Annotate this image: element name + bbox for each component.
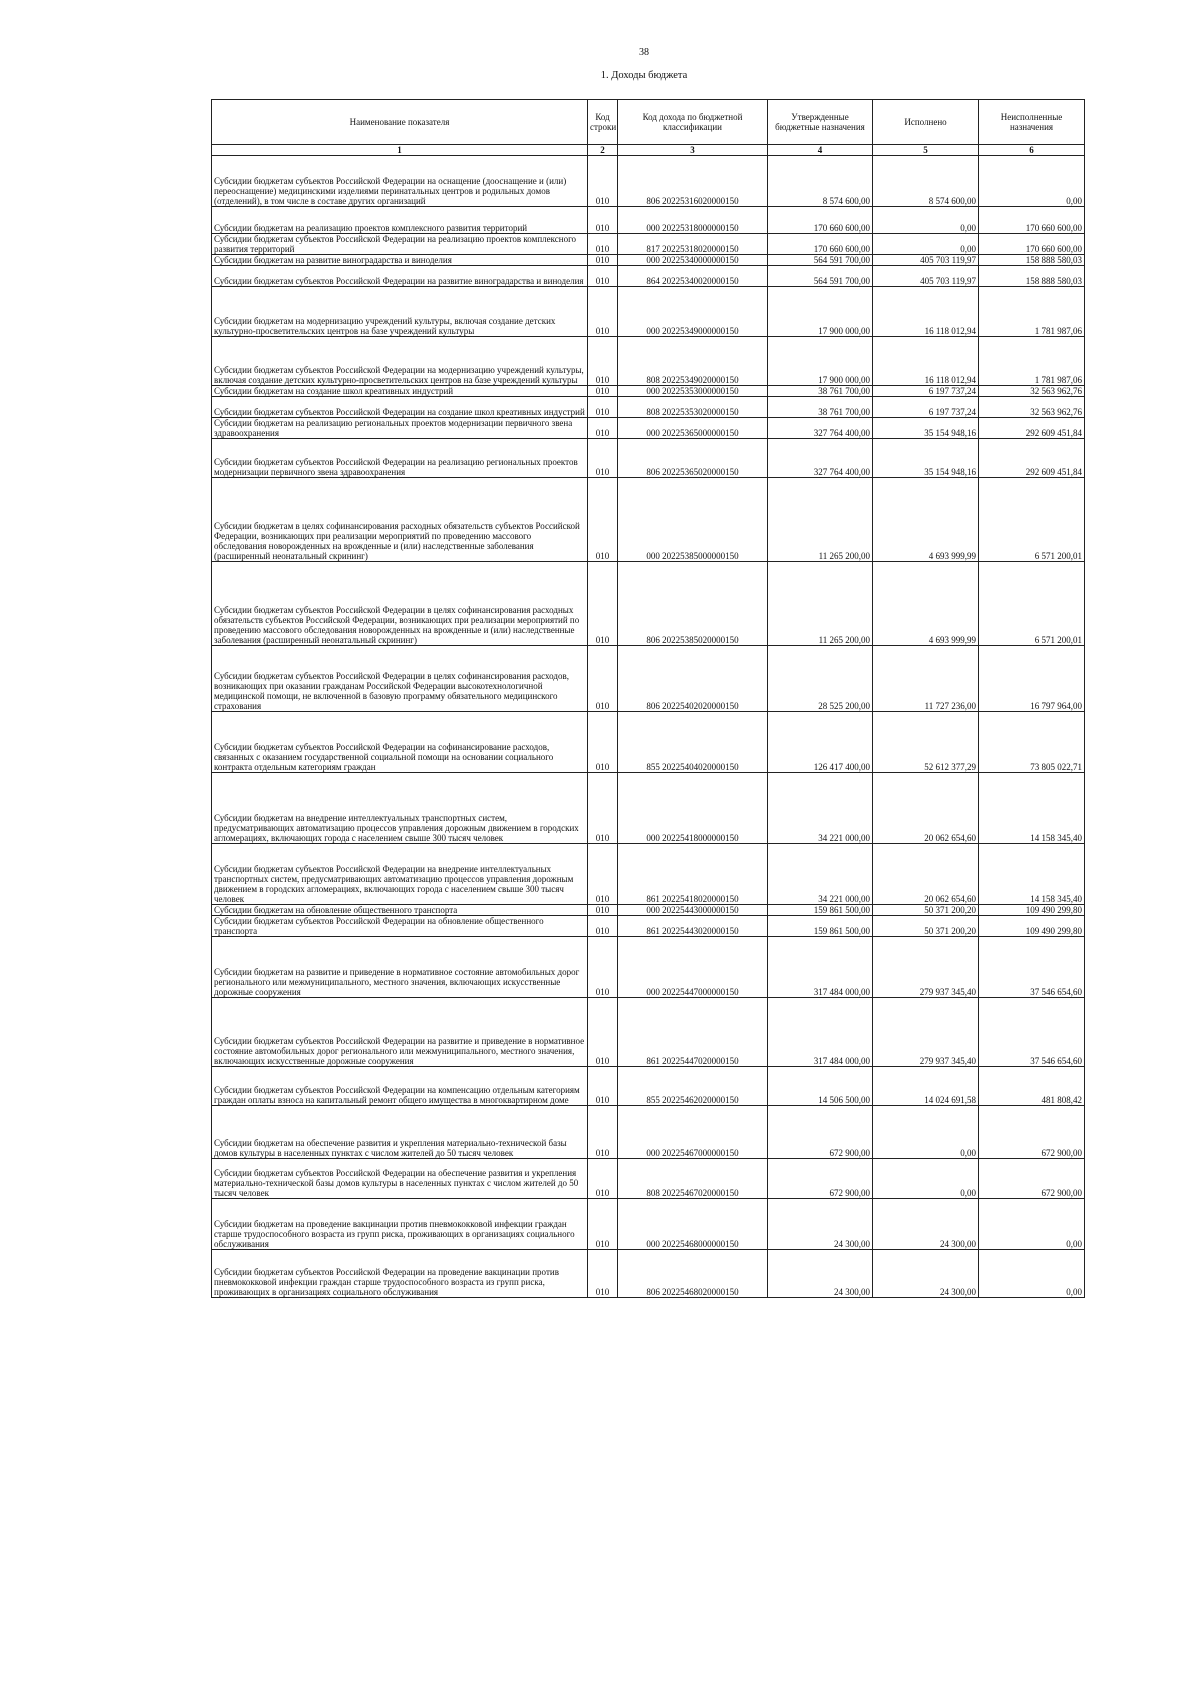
row-name: Субсидии бюджетам на обеспечение развития и укрепления материально-технической базы домов культуры в населенных пунктах с числом жителей до 50 тысяч человек xyxy=(212,1106,588,1159)
row-executed: 24 300,00 xyxy=(873,1199,979,1250)
table-row xyxy=(212,386,1085,397)
column-number-row xyxy=(212,145,1085,156)
row-name: Субсидии бюджетам субъектов Российской Федерации на развитие виноградарства и виноделия xyxy=(212,266,588,287)
row-executed: 35 154 948,16 xyxy=(873,439,979,478)
row-name: Субсидии бюджетам субъектов Российской Федерации на оснащение (дооснащение и (или) переоснащение) медицинскими изделиями перинатальных центров и родильных домов (отделений), в том числе в составе других организаций xyxy=(212,156,588,207)
row-name: Субсидии бюджетам субъектов Российской Федерации на реализацию региональных проектов модернизации первичного звена здравоохранения xyxy=(212,439,588,478)
row-unexecuted: 1 781 987,06 xyxy=(979,337,1085,386)
row-kbk: 000 20225447000000150 xyxy=(618,937,768,998)
row-code: 010 xyxy=(588,937,618,998)
row-unexecuted: 37 546 654,60 xyxy=(979,998,1085,1067)
row-approved: 11 265 200,00 xyxy=(768,562,873,646)
row-kbk: 855 20225462020000150 xyxy=(618,1067,768,1106)
row-approved: 672 900,00 xyxy=(768,1106,873,1159)
table-row xyxy=(212,337,1085,386)
row-executed: 20 062 654,60 xyxy=(873,844,979,905)
row-unexecuted: 481 808,42 xyxy=(979,1067,1085,1106)
table-row xyxy=(212,773,1085,844)
table-row xyxy=(212,712,1085,773)
row-code: 010 xyxy=(588,1159,618,1199)
row-code: 010 xyxy=(588,905,618,916)
page-number: 38 xyxy=(639,47,649,58)
row-name: Субсидии бюджетам субъектов Российской Федерации на компенсацию отдельным категориям граждан оплаты взноса на капитальный ремонт общего имущества в многоквартирном доме xyxy=(212,1067,588,1106)
row-name: Субсидии бюджетам на развитие и приведение в нормативное состояние автомобильных дорог регионального или межмуниципального, местного значения, включающих искусственные дорожные сооружения xyxy=(212,937,588,998)
row-unexecuted: 14 158 345,40 xyxy=(979,844,1085,905)
row-executed: 0,00 xyxy=(873,1106,979,1159)
row-approved: 170 660 600,00 xyxy=(768,207,873,234)
row-executed: 50 371 200,20 xyxy=(873,916,979,937)
column-number: 3 xyxy=(618,145,768,156)
column-number: 6 xyxy=(979,145,1085,156)
row-unexecuted: 6 571 200,01 xyxy=(979,562,1085,646)
table-row xyxy=(212,478,1085,562)
row-code: 010 xyxy=(588,397,618,418)
row-unexecuted: 0,00 xyxy=(979,1199,1085,1250)
row-name: Субсидии бюджетам субъектов Российской Федерации на внедрение интеллектуальных транспортных систем, предусматривающих автоматизацию процессов управления дорожным движением в городских агломерациях, включающих города с населением свыше 300 тысяч человек xyxy=(212,844,588,905)
row-unexecuted: 672 900,00 xyxy=(979,1159,1085,1199)
row-name: Субсидии бюджетам на реализацию проектов комплексного развития территорий xyxy=(212,207,588,234)
row-code: 010 xyxy=(588,998,618,1067)
row-unexecuted: 16 797 964,00 xyxy=(979,646,1085,712)
table-row xyxy=(212,1199,1085,1250)
row-name: Субсидии бюджетам субъектов Российской Федерации на софинансирование расходов, связанных с оказанием государственной социальной помощи на основании социального контракта отдельным категориям граждан xyxy=(212,712,588,773)
table-row xyxy=(212,1106,1085,1159)
row-name: Субсидии бюджетам на реализацию региональных проектов модернизации первичного звена здравоохранения xyxy=(212,418,588,439)
row-kbk: 861 20225418020000150 xyxy=(618,844,768,905)
row-code: 010 xyxy=(588,156,618,207)
row-code: 010 xyxy=(588,712,618,773)
row-executed: 4 693 999,99 xyxy=(873,478,979,562)
row-kbk: 000 20225385000000150 xyxy=(618,478,768,562)
row-kbk: 000 20225467000000150 xyxy=(618,1106,768,1159)
section-title: 1. Доходы бюджета xyxy=(600,70,688,81)
row-kbk: 000 20225340000000150 xyxy=(618,255,768,266)
row-kbk: 000 20225443000000150 xyxy=(618,905,768,916)
header-row xyxy=(212,100,1085,145)
row-kbk: 808 20225467020000150 xyxy=(618,1159,768,1199)
row-approved: 17 900 000,00 xyxy=(768,337,873,386)
row-kbk: 000 20225418000000150 xyxy=(618,773,768,844)
row-code: 010 xyxy=(588,1199,618,1250)
row-approved: 159 861 500,00 xyxy=(768,905,873,916)
table-row xyxy=(212,287,1085,337)
row-code: 010 xyxy=(588,439,618,478)
row-code: 010 xyxy=(588,1106,618,1159)
row-code: 010 xyxy=(588,1067,618,1106)
row-kbk: 806 20225316020000150 xyxy=(618,156,768,207)
row-code: 010 xyxy=(588,562,618,646)
row-name: Субсидии бюджетам субъектов Российской Федерации на реализацию проектов комплексного развития территорий xyxy=(212,234,588,255)
row-unexecuted: 109 490 299,80 xyxy=(979,916,1085,937)
table-row xyxy=(212,439,1085,478)
table-row xyxy=(212,916,1085,937)
table-row xyxy=(212,562,1085,646)
row-unexecuted: 170 660 600,00 xyxy=(979,234,1085,255)
row-approved: 317 484 000,00 xyxy=(768,998,873,1067)
column-number: 5 xyxy=(873,145,979,156)
row-name: Субсидии бюджетам субъектов Российской Федерации на создание школ креативных индустрий xyxy=(212,397,588,418)
row-unexecuted: 14 158 345,40 xyxy=(979,773,1085,844)
row-approved: 14 506 500,00 xyxy=(768,1067,873,1106)
row-approved: 17 900 000,00 xyxy=(768,287,873,337)
row-kbk: 855 20225404020000150 xyxy=(618,712,768,773)
row-unexecuted: 292 609 451,84 xyxy=(979,439,1085,478)
row-code: 010 xyxy=(588,287,618,337)
row-executed: 8 574 600,00 xyxy=(873,156,979,207)
row-executed: 405 703 119,97 xyxy=(873,266,979,287)
row-approved: 24 300,00 xyxy=(768,1250,873,1298)
row-approved: 34 221 000,00 xyxy=(768,844,873,905)
row-unexecuted: 32 563 962,76 xyxy=(979,386,1085,397)
row-code: 010 xyxy=(588,207,618,234)
column-number: 4 xyxy=(768,145,873,156)
row-kbk: 817 20225318020000150 xyxy=(618,234,768,255)
row-code: 010 xyxy=(588,255,618,266)
row-kbk: 861 20225447020000150 xyxy=(618,998,768,1067)
row-approved: 24 300,00 xyxy=(768,1199,873,1250)
row-code: 010 xyxy=(588,266,618,287)
row-approved: 8 574 600,00 xyxy=(768,156,873,207)
row-approved: 126 417 400,00 xyxy=(768,712,873,773)
column-header: Наименование показателя xyxy=(212,100,588,145)
row-code: 010 xyxy=(588,418,618,439)
row-unexecuted: 292 609 451,84 xyxy=(979,418,1085,439)
row-unexecuted: 158 888 580,03 xyxy=(979,266,1085,287)
row-unexecuted: 672 900,00 xyxy=(979,1106,1085,1159)
row-approved: 327 764 400,00 xyxy=(768,439,873,478)
row-approved: 38 761 700,00 xyxy=(768,386,873,397)
row-executed: 0,00 xyxy=(873,207,979,234)
row-executed: 4 693 999,99 xyxy=(873,562,979,646)
row-name: Субсидии бюджетам субъектов Российской Федерации в целях софинансирования расходных обязательств субъектов Российской Федерации, возникающих при реализации мероприятий по проведению массового обследования новорожденных на врожденные и (или) наследственные заболевания (расширенный неонатальный скрининг) xyxy=(212,562,588,646)
table-row xyxy=(212,937,1085,998)
row-code: 010 xyxy=(588,844,618,905)
row-name: Субсидии бюджетам субъектов Российской Федерации на обновление общественного транспорта xyxy=(212,916,588,937)
column-header: Исполнено xyxy=(873,100,979,145)
row-kbk: 806 20225468020000150 xyxy=(618,1250,768,1298)
row-name: Субсидии бюджетам на обновление общественного транспорта xyxy=(212,905,588,916)
row-executed: 35 154 948,16 xyxy=(873,418,979,439)
row-kbk: 861 20225443020000150 xyxy=(618,916,768,937)
column-number: 1 xyxy=(212,145,588,156)
row-executed: 6 197 737,24 xyxy=(873,386,979,397)
row-name: Субсидии бюджетам субъектов Российской Федерации на модернизацию учреждений культуры, включая создание детских культурно-просветительских центров на базе учреждений культуры xyxy=(212,337,588,386)
row-kbk: 000 20225468000000150 xyxy=(618,1199,768,1250)
row-kbk: 806 20225365020000150 xyxy=(618,439,768,478)
table-row xyxy=(212,234,1085,255)
row-executed: 405 703 119,97 xyxy=(873,255,979,266)
row-kbk: 808 20225349020000150 xyxy=(618,337,768,386)
row-name: Субсидии бюджетам субъектов Российской Федерации на развитие и приведение в нормативное состояние автомобильных дорог регионального или межмуниципального, местного значения, включающих искусственные дорожные сооружения xyxy=(212,998,588,1067)
table-row xyxy=(212,844,1085,905)
table-row xyxy=(212,998,1085,1067)
row-unexecuted: 1 781 987,06 xyxy=(979,287,1085,337)
row-executed: 14 024 691,58 xyxy=(873,1067,979,1106)
table-row xyxy=(212,255,1085,266)
row-name: Субсидии бюджетам на проведение вакцинации против пневмококковой инфекции граждан старше трудоспособного возраста из групп риска, проживающих в организациях социального обслуживания xyxy=(212,1199,588,1250)
row-unexecuted: 158 888 580,03 xyxy=(979,255,1085,266)
row-approved: 564 591 700,00 xyxy=(768,255,873,266)
row-name: Субсидии бюджетам на внедрение интеллектуальных транспортных систем, предусматривающих автоматизацию процессов управления дорожным движением в городских агломерациях, включающих города с населением свыше 300 тысяч человек xyxy=(212,773,588,844)
budget-income-table xyxy=(211,99,1085,1298)
table-row xyxy=(212,1067,1085,1106)
row-name: Субсидии бюджетам на модернизацию учреждений культуры, включая создание детских культурно-просветительских центров на базе учреждений культуры xyxy=(212,287,588,337)
row-executed: 16 118 012,94 xyxy=(873,287,979,337)
row-unexecuted: 32 563 962,76 xyxy=(979,397,1085,418)
column-header: Код строки xyxy=(588,100,618,145)
row-executed: 20 062 654,60 xyxy=(873,773,979,844)
row-approved: 170 660 600,00 xyxy=(768,234,873,255)
row-approved: 38 761 700,00 xyxy=(768,397,873,418)
row-code: 010 xyxy=(588,386,618,397)
row-kbk: 806 20225402020000150 xyxy=(618,646,768,712)
row-code: 010 xyxy=(588,478,618,562)
row-code: 010 xyxy=(588,916,618,937)
row-approved: 28 525 200,00 xyxy=(768,646,873,712)
table-row xyxy=(212,397,1085,418)
row-kbk: 000 20225353000000150 xyxy=(618,386,768,397)
row-unexecuted: 170 660 600,00 xyxy=(979,207,1085,234)
row-approved: 327 764 400,00 xyxy=(768,418,873,439)
row-approved: 564 591 700,00 xyxy=(768,266,873,287)
row-kbk: 806 20225385020000150 xyxy=(618,562,768,646)
row-executed: 50 371 200,20 xyxy=(873,905,979,916)
row-unexecuted: 0,00 xyxy=(979,1250,1085,1298)
row-unexecuted: 6 571 200,01 xyxy=(979,478,1085,562)
row-name: Субсидии бюджетам субъектов Российской Федерации в целях софинансирования расходов, возникающих при оказании гражданам Российской Федерации высокотехнологичной медицинской помощи, не включенной в базовую программу обязательного медицинского страхования xyxy=(212,646,588,712)
row-name: Субсидии бюджетам на развитие виноградарства и виноделия xyxy=(212,255,588,266)
row-kbk: 000 20225349000000150 xyxy=(618,287,768,337)
row-code: 010 xyxy=(588,234,618,255)
row-executed: 0,00 xyxy=(873,1159,979,1199)
row-kbk: 000 20225318000000150 xyxy=(618,207,768,234)
row-kbk: 808 20225353020000150 xyxy=(618,397,768,418)
column-number: 2 xyxy=(588,145,618,156)
table-row xyxy=(212,418,1085,439)
row-executed: 16 118 012,94 xyxy=(873,337,979,386)
row-unexecuted: 73 805 022,71 xyxy=(979,712,1085,773)
row-name: Субсидии бюджетам субъектов Российской Федерации на обеспечение развития и укрепления материально-технической базы домов культуры в населенных пунктах с числом жителей до 50 тысяч человек xyxy=(212,1159,588,1199)
row-unexecuted: 37 546 654,60 xyxy=(979,937,1085,998)
row-name: Субсидии бюджетам на создание школ креативных индустрий xyxy=(212,386,588,397)
row-code: 010 xyxy=(588,337,618,386)
row-approved: 11 265 200,00 xyxy=(768,478,873,562)
row-approved: 159 861 500,00 xyxy=(768,916,873,937)
row-executed: 279 937 345,40 xyxy=(873,998,979,1067)
row-kbk: 864 20225340020000150 xyxy=(618,266,768,287)
row-executed: 0,00 xyxy=(873,234,979,255)
row-executed: 52 612 377,29 xyxy=(873,712,979,773)
row-code: 010 xyxy=(588,773,618,844)
table-body xyxy=(212,156,1085,1298)
table-row xyxy=(212,156,1085,207)
table-row xyxy=(212,646,1085,712)
table-row xyxy=(212,905,1085,916)
row-executed: 6 197 737,24 xyxy=(873,397,979,418)
table-row xyxy=(212,207,1085,234)
row-code: 010 xyxy=(588,1250,618,1298)
row-name: Субсидии бюджетам в целях софинансирования расходных обязательств субъектов Российской Федерации, возникающих при реализации мероприятий по проведению массового обследования новорожденных на врожденные и (или) наследственные заболевания (расширенный неонатальный скрининг) xyxy=(212,478,588,562)
row-kbk: 000 20225365000000150 xyxy=(618,418,768,439)
row-name: Субсидии бюджетам субъектов Российской Федерации на проведение вакцинации против пневмококковой инфекции граждан старше трудоспособного возраста из групп риска, проживающих в организациях социального обслуживания xyxy=(212,1250,588,1298)
row-unexecuted: 109 490 299,80 xyxy=(979,905,1085,916)
column-header: Код дохода по бюджетной классификации xyxy=(618,100,768,145)
row-executed: 279 937 345,40 xyxy=(873,937,979,998)
row-unexecuted: 0,00 xyxy=(979,156,1085,207)
row-code: 010 xyxy=(588,646,618,712)
table-row xyxy=(212,1250,1085,1298)
table-row xyxy=(212,1159,1085,1199)
row-executed: 11 727 236,00 xyxy=(873,646,979,712)
table-row xyxy=(212,266,1085,287)
column-header: Неисполненные назначения xyxy=(979,100,1085,145)
row-approved: 317 484 000,00 xyxy=(768,937,873,998)
row-approved: 34 221 000,00 xyxy=(768,773,873,844)
row-approved: 672 900,00 xyxy=(768,1159,873,1199)
column-header: Утвержденные бюджетные назначения xyxy=(768,100,873,145)
row-executed: 24 300,00 xyxy=(873,1250,979,1298)
